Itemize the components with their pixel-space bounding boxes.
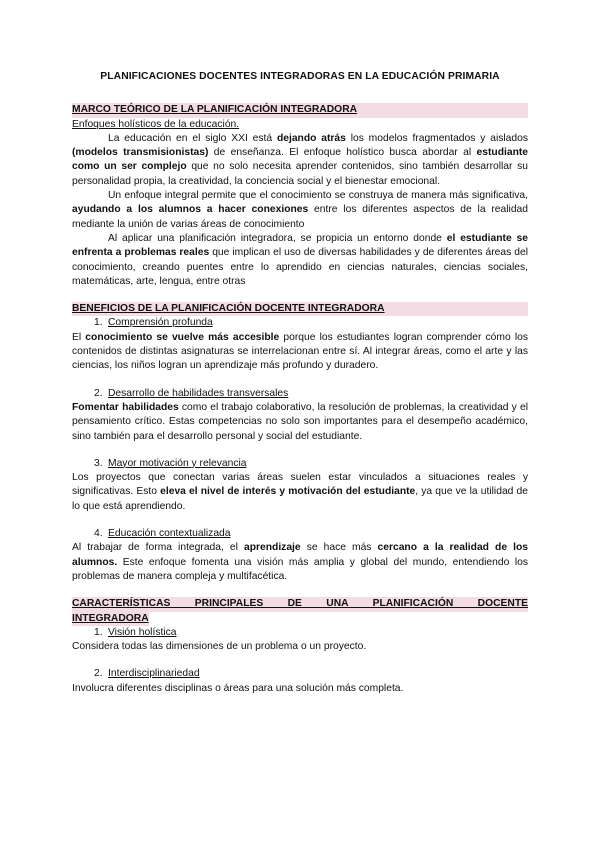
- paragraph-motivacion: Los proyectos que conectan varias áreas suelen estar vinculados a situaciones reales y significativas. Esto eleva el nivel de interés y motivación del estudiante, ya que ve la utilidad de lo que está aprendiendo.: [72, 472, 528, 512]
- list-item-label: Educación contextualizada: [108, 528, 231, 540]
- list-number: 2.: [94, 668, 103, 680]
- list-item-comprension: [94, 316, 528, 330]
- paragraph-interdisciplinariedad: Involucra diferentes disciplinas o áreas para una solución más completa.: [72, 682, 404, 694]
- paragraph-educacion-siglo-xxi: La educación en el siglo XXI está dejando atrás los modelos fragmentados y aislados (modelos transmisionistas) de enseñanza. El enfoque holístico busca abordar al estudiante como un ser complejo que no solo necesita aprender contenidos, sino también desarrollar su personalidad propia, la creatividad, la conciencia social y el bienestar emocional.: [72, 132, 529, 187]
- subheading-enfoques: Enfoques holísticos de la educación.: [72, 118, 240, 130]
- section-heading-marco-teorico: MARCO TEÓRICO DE LA PLANIFICACIÓN INTEGRADORA: [72, 103, 528, 117]
- list-number: 2.: [94, 387, 103, 399]
- paragraph-comprension: El conocimiento se vuelve más accesible porque los estudiantes logran comprender cómo los contenidos de distintas asignaturas se interrelacionan entre sí. Al integrar áreas, como el arte y las ciencias, los niños logran un aprendizaje más profundo y duradero.: [72, 331, 528, 372]
- list-item-label: Visión holística: [108, 626, 177, 638]
- list-number: 1.: [94, 317, 103, 329]
- list-item-label: Interdisciplinariedad: [108, 668, 200, 680]
- list-number: 1.: [94, 626, 103, 638]
- section-heading-caracteristicas: CARACTERÍSTICAS PRINCIPALES DE UNA PLANIFICACIÓN DOCENTE: [72, 597, 528, 611]
- list-item-habilidades: [94, 387, 528, 401]
- paragraph-planificacion-integradora: Al aplicar una planificación integradora, se propicia un entorno donde el estudiante se enfrenta a problemas reales que implican el uso de diversas habilidades y de diferentes áreas del conocimiento, creando puentes entre lo aprendido en ciencias naturales, ciencias sociales, matemáticas, arte, lengua, entre otras: [72, 232, 529, 287]
- list-number: 3.: [94, 457, 103, 469]
- section-heading-beneficios: BENEFICIOS DE LA PLANIFICACIÓN DOCENTE INTEGRADORA: [72, 302, 528, 316]
- section-heading-caracteristicas-cont: INTEGRADORA: [72, 612, 149, 626]
- list-item-contextualizada: [94, 527, 528, 541]
- list-number: 4.: [94, 528, 103, 540]
- document-title: PLANIFICACIONES DOCENTES INTEGRADORAS EN LA EDUCACIÓN PRIMARIA: [100, 71, 500, 82]
- paragraph-vision-holistica: Considera todas las dimensiones de un problema o un proyecto.: [72, 641, 367, 653]
- list-item-motivacion: [94, 457, 528, 471]
- list-item-label: Desarrollo de habilidades transversales: [108, 387, 289, 399]
- paragraph-contextualizada: Al trabajar de forma integrada, el aprendizaje se hace más cercano a la realidad de los alumnos. Este enfoque fomenta una visión más amplia y global del mundo, entendiendo los problemas de manera compleja y multifacética.: [72, 542, 528, 582]
- paragraph-enfoque-integral: Un enfoque integral permite que el conocimiento se construya de manera más significativa, ayudando a los alumnos a hacer conexiones entre los diferentes aspectos de la realidad mediante la unión de varias áreas de conocimiento: [72, 190, 529, 230]
- list-item-vision-holistica: [94, 626, 528, 640]
- list-item-label: Mayor motivación y relevancia: [108, 457, 247, 469]
- list-item-interdisciplinariedad: [94, 667, 528, 681]
- list-item-label: Comprensión profunda: [108, 317, 213, 329]
- paragraph-habilidades: Fomentar habilidades como el trabajo colaborativo, la resolución de problemas, la creatividad y el pensamiento crítico. Estas competencias no solo son importantes para el desempeño académico, sino también para el desarrollo personal y social del estudiante.: [72, 401, 528, 442]
